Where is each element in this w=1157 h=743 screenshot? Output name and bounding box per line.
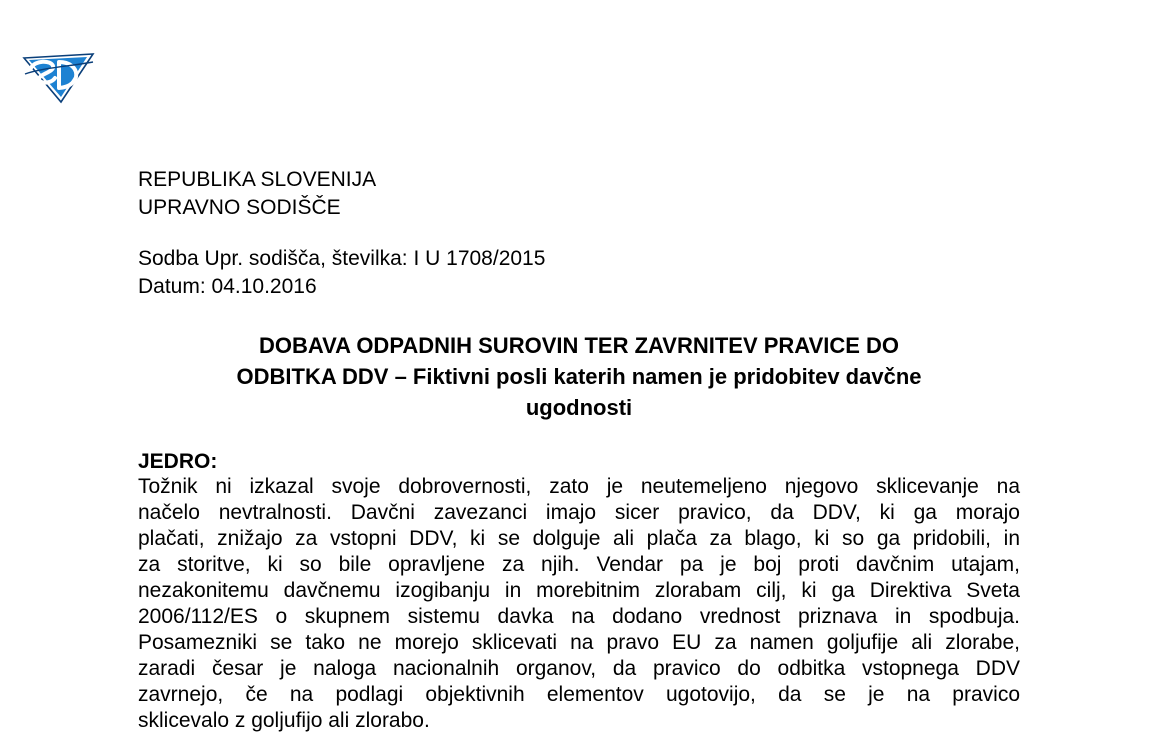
jedro-paragraph [138,474,1020,734]
document-title [138,330,1020,423]
paragraph-line: Posamezniki se tako ne morejo sklicevati na pravo EU za namen goljufije ali zlorabe, [138,631,1020,654]
paragraph-line: za storitve, ki so bile opravljene za njih. Vendar pa je boj proti davčnim utajam, [138,553,1020,576]
paragraph-line: plačati, znižajo za vstopni DDV, ki se dolguje ali plača za blago, ki so ga pridobili, in [138,527,1020,550]
paragraph-line: nezakonitemu davčnemu izogibanju in morebitnim zlorabam cilj, ki ga Direktiva Sveta [138,579,1020,602]
paragraph-line: zavrnejo, če na podlagi objektivnih elementov ugotovijo, da se je na pravico [138,683,1020,706]
paragraph-line: zaradi česar je naloga nacionalnih organov, da pravico do odbitka vstopnega DDV [138,657,1020,680]
case-number: Sodba Upr. sodišča, številka: I U 1708/2015 [138,247,546,270]
case-info [138,245,545,301]
paragraph-line: načelo nevtralnosti. Davčni zavezanci imajo sicer pravico, da DDV, ki ga morajo [138,501,1020,524]
paragraph-line: 2006/112/ES o skupnem sistemu davka na dodano vrednost priznava in spodbuja. [138,605,1020,628]
title-line: ODBITKA DDV – Fiktivni posli katerih namen je pridobitev davčne [236,364,922,389]
jedro-heading: JEDRO: [138,450,218,473]
paragraph-line: sklicevalo z goljufijo ali zlorabo. [138,709,430,732]
country-name: REPUBLIKA SLOVENIJA [138,168,377,191]
court-emblem-icon [21,48,97,104]
title-line: ugodnosti [525,395,633,420]
court-header [138,166,376,222]
title-line: DOBAVA ODPADNIH SUROVIN TER ZAVRNITEV PRAVICE DO [258,333,900,358]
court-name: UPRAVNO SODIŠČE [138,196,341,219]
paragraph-line: Tožnik ni izkazal svoje dobrovernosti, zato je neutemeljeno njegovo sklicevanje na [138,475,1020,498]
decision-date: Datum: 04.10.2016 [138,275,317,298]
